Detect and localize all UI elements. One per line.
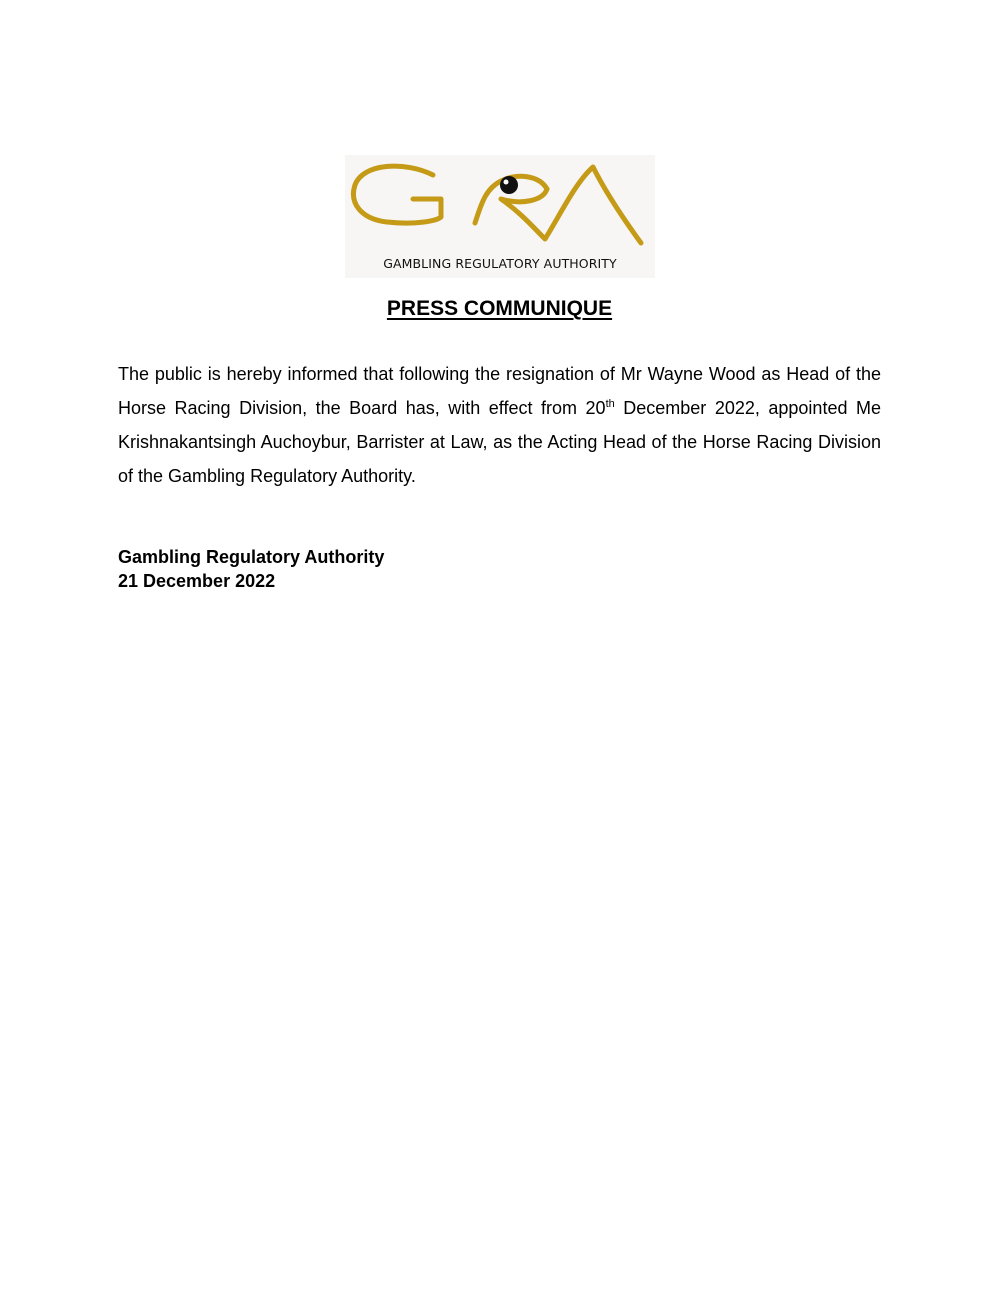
gra-logo-mark: [345, 155, 655, 255]
logo-letter-g: [353, 166, 441, 223]
gra-logo: [345, 155, 655, 278]
logo-eye-icon: [500, 176, 518, 194]
communique-paragraph: [118, 357, 881, 493]
logo-caption: GAMBLING REGULATORY AUTHORITY: [383, 256, 617, 271]
signature-block: [118, 545, 384, 593]
page-title: PRESS COMMUNIQUE: [386, 297, 613, 320]
paragraph-text-part1: The public is hereby informed that following the resignation of Mr Wayne Wood as Head of the Horse Racing Division, the Board has, with effect from 20: [118, 364, 881, 418]
paragraph-text-part2: December 2022, appointed Me Krishnakantsingh Auchoybur, Barrister at Law, as the Acting Head of the Horse Racing Division of the Gambling Regulatory Authority.: [118, 398, 881, 486]
ordinal-suffix: th: [605, 398, 615, 410]
signature-organization: Gambling Regulatory Authority: [118, 547, 385, 567]
signature-date: 21 December 2022: [118, 571, 276, 591]
